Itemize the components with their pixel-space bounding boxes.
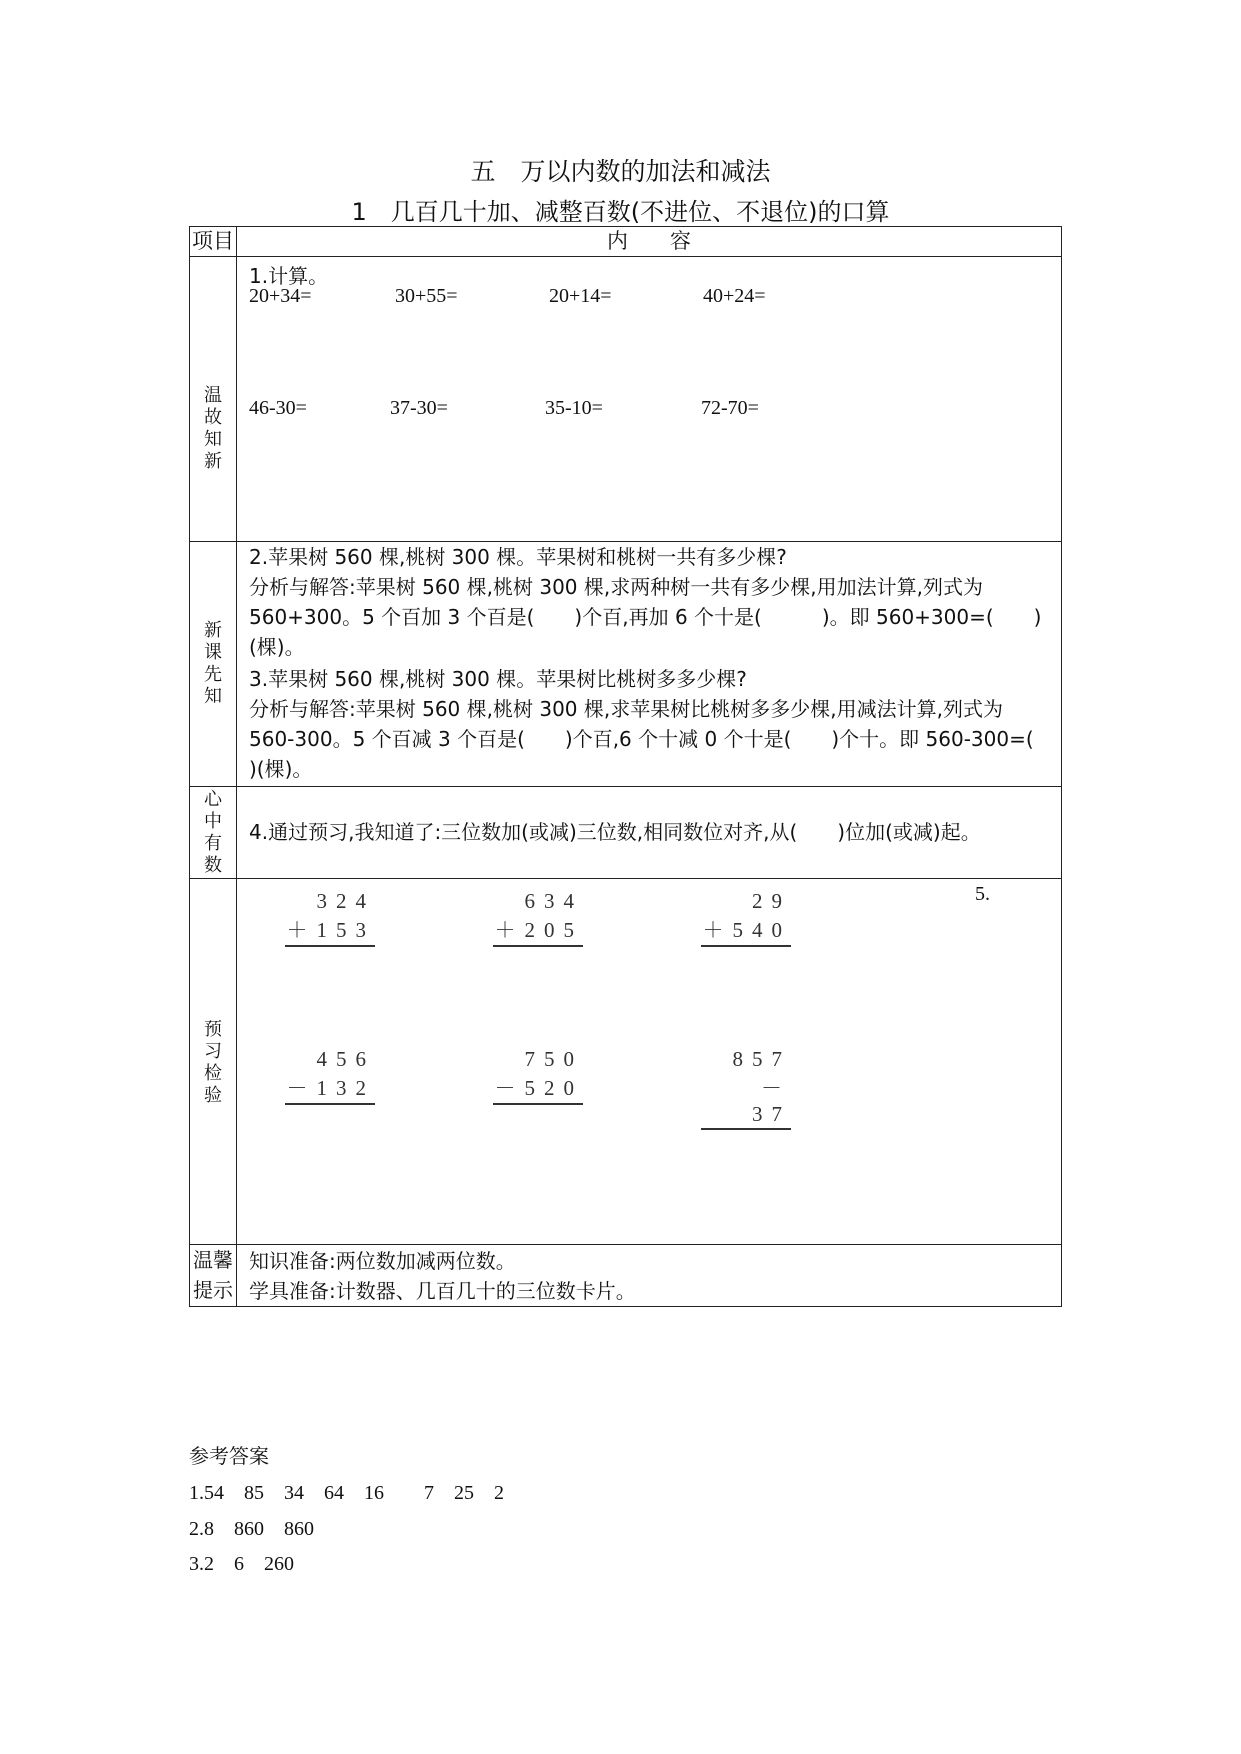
question-3-analysis-line2: 560-300。5 个百减 3 个百是( )个百,6 个十减 0 个十是( )个十。即 560-300=( xyxy=(249,727,1034,751)
calc-add-4: 40+24= xyxy=(703,285,766,307)
row-tips-label-cell xyxy=(190,1245,237,1307)
row-summary-content xyxy=(237,787,1062,879)
calc-sub-4: 72-70= xyxy=(701,397,759,419)
vertical-problem xyxy=(285,1047,375,1105)
problem-top: 750 xyxy=(524,1047,583,1071)
problem-bottom: －132 xyxy=(285,1072,375,1105)
section-title: 五 万以内数的加法和减法 xyxy=(470,157,771,186)
row-preview-content xyxy=(237,542,1062,787)
question-2-analysis-line2: 560+300。5 个百加 3 个百是( )个百,再加 6 个十是( )。即 560+300=( ) xyxy=(249,605,1042,629)
row-preview-label-cell xyxy=(190,542,237,787)
problem-bottom: ＋540 xyxy=(701,914,791,947)
row-tips-label-line2: 提示 xyxy=(193,1278,233,1302)
calc-sub-1: 46-30= xyxy=(249,397,307,419)
row-tips-label-line1: 温馨 xyxy=(193,1248,233,1272)
row-summary-label-cell xyxy=(190,787,237,879)
question-3-analysis-line1: 分析与解答:苹果树 560 棵,桃树 300 棵,求苹果树比桃树多多少棵,用减法计算,列式为 xyxy=(249,697,1003,721)
calc-sub-3: 35-10= xyxy=(545,397,603,419)
vertical-problem xyxy=(701,889,791,947)
problem-top: 634 xyxy=(524,889,583,913)
row-check-label: 预习检验 xyxy=(204,1019,222,1106)
question-2-analysis-line3: (棵)。 xyxy=(249,635,305,659)
vertical-problem xyxy=(493,889,583,947)
question-2-analysis-line1: 分析与解答:苹果树 560 棵,桃树 300 棵,求两种树一共有多少棵,用加法计算,列式为 xyxy=(249,575,983,599)
row-summary-label: 心中有数 xyxy=(204,789,222,876)
question-4: 4.通过预习,我知道了:三位数加(或减)三位数,相同数位对齐,从( )位加(或减)起。 xyxy=(249,820,981,844)
problem-top: 857 xyxy=(732,1047,791,1071)
tip-knowledge: 知识准备:两位数加减两位数。 xyxy=(249,1249,516,1273)
vertical-problem xyxy=(493,1047,583,1105)
question-2: 2.苹果树 560 棵,桃树 300 棵。苹果树和桃树一共有多少棵? xyxy=(249,545,787,569)
problem-bottom: ＋153 xyxy=(285,914,375,947)
answer-line-1: 1.54 85 34 64 16 7 25 2 xyxy=(189,1482,504,1504)
row-review-label-cell xyxy=(190,257,237,542)
row-tips-content xyxy=(237,1245,1062,1307)
question-1-title: 1.计算。 xyxy=(249,264,329,288)
row-review-content xyxy=(237,257,1062,542)
question-3: 3.苹果树 560 棵,桃树 300 棵。苹果树比桃树多多少棵? xyxy=(249,667,747,691)
problem-bottom: ＋205 xyxy=(493,914,583,947)
lesson-title: 1 几百几十加、减整百数(不进位、不退位)的口算 xyxy=(351,198,890,226)
question-5-number: 5. xyxy=(975,883,990,905)
worksheet-table xyxy=(189,226,1062,1307)
answer-line-3: 3.2 6 260 xyxy=(189,1553,294,1575)
vertical-problem xyxy=(285,889,375,947)
problem-top: 456 xyxy=(316,1047,375,1071)
problem-bottom: － 37 xyxy=(701,1072,791,1130)
calc-add-1: 20+34= xyxy=(249,285,312,307)
vertical-problem xyxy=(701,1047,821,1130)
tip-tools: 学具准备:计数器、几百几十的三位数卡片。 xyxy=(249,1279,636,1303)
problem-top: 324 xyxy=(316,889,375,913)
header-item: 项目 xyxy=(190,227,237,257)
row-check-label-cell xyxy=(190,879,237,1245)
question-3-analysis-line3: )(棵)。 xyxy=(249,757,313,781)
header-content: 内 容 xyxy=(237,227,1062,257)
answers-heading: 参考答案 xyxy=(189,1444,269,1468)
calc-add-3: 20+14= xyxy=(549,285,612,307)
row-check-content xyxy=(237,879,1062,1245)
problem-bottom: －520 xyxy=(493,1072,583,1105)
row-review-label: 温故知新 xyxy=(204,385,222,472)
answer-line-2: 2.8 860 860 xyxy=(189,1518,314,1540)
problem-top: 29 xyxy=(752,889,791,913)
calc-sub-2: 37-30= xyxy=(390,397,448,419)
row-preview-label: 新课先知 xyxy=(204,620,222,707)
calc-add-2: 30+55= xyxy=(395,285,458,307)
